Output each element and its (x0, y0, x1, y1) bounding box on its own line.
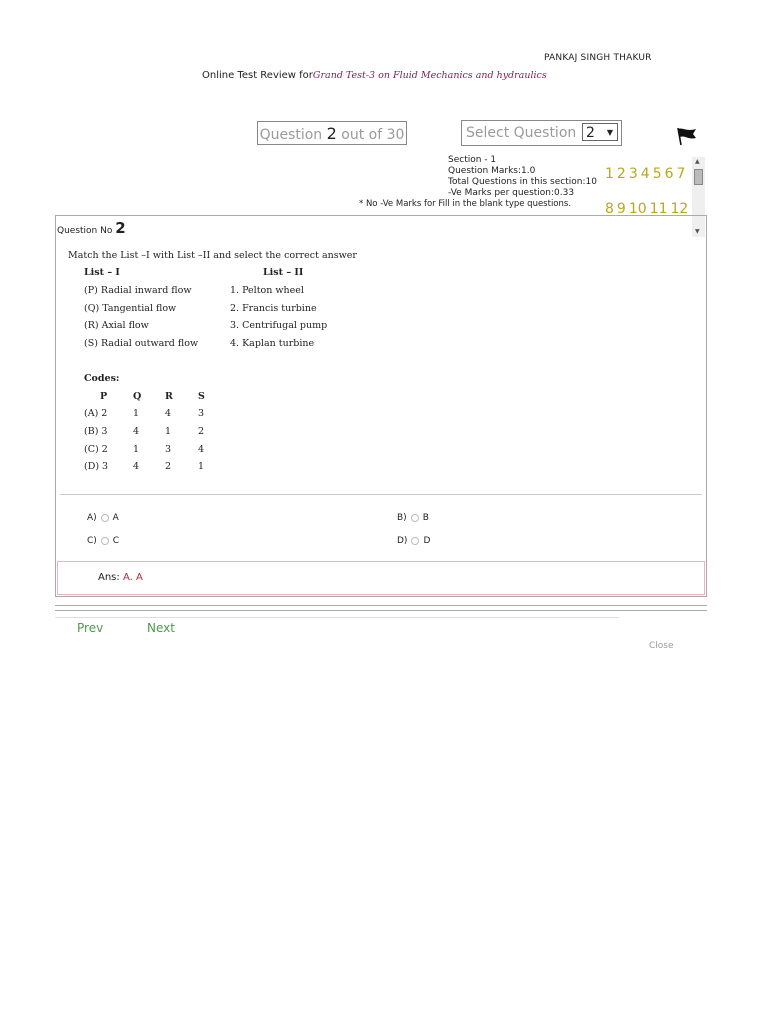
footer-divider (55, 605, 707, 606)
select-question-value: 2 (586, 125, 595, 141)
list1-item: (P) Radial inward flow (84, 285, 192, 296)
question-link[interactable]: 12 (670, 201, 689, 217)
code-cell: 1 (133, 444, 140, 455)
question-link[interactable]: 11 (649, 201, 668, 217)
code-cell: (A) 2 (84, 408, 108, 419)
question-link[interactable]: 6 (664, 166, 674, 182)
code-cell: (C) 2 (84, 444, 108, 455)
prev-button[interactable]: Prev (77, 621, 104, 635)
option-d-radio[interactable] (411, 537, 419, 545)
question-counter (257, 121, 407, 145)
question-link[interactable]: 1 (605, 166, 614, 182)
code-cell: 3 (165, 444, 172, 455)
question-link[interactable]: 7 (676, 166, 686, 182)
option-c-radio[interactable] (101, 537, 109, 545)
question-link[interactable]: 10 (628, 201, 647, 217)
nav-divider (55, 617, 619, 618)
test-name: Grand Test-3 on Fluid Mechanics and hydraulics (312, 70, 547, 81)
total-questions: Total Questions in this section:10 (448, 177, 597, 187)
code-header: P (100, 391, 108, 402)
list2-item: 1. Pelton wheel (230, 285, 304, 296)
answer (98, 572, 143, 583)
option-d[interactable] (397, 536, 430, 546)
question-divider (60, 494, 702, 495)
code-cell: 2 (198, 426, 205, 437)
review-prefix: Online Test Review for (202, 70, 313, 81)
question-number-label: Question No (57, 226, 113, 236)
list1-item: (Q) Tangential flow (84, 303, 177, 314)
question-text: Match the List –I with List –II and select the correct answer (68, 250, 357, 261)
scrollbar-thumb[interactable] (694, 169, 703, 185)
option-a[interactable] (87, 513, 119, 523)
list1-header: List – I (84, 267, 120, 278)
code-cell: 4 (133, 461, 140, 472)
list2-item: 3. Centrifugal pump (230, 320, 328, 331)
question-panel (55, 215, 707, 597)
list2-item: 2. Francis turbine (230, 303, 317, 314)
option-a-radio[interactable] (101, 514, 109, 522)
question-link[interactable]: 5 (652, 166, 662, 182)
code-header: S (198, 391, 205, 402)
question-navigator-row-1 (605, 166, 688, 182)
question-number-value: 2 (115, 219, 126, 237)
code-cell: 4 (198, 444, 205, 455)
option-b-text: B (422, 513, 429, 523)
review-title (202, 70, 547, 81)
negative-marks: -Ve Marks per question:0.33 (448, 188, 575, 198)
question-link[interactable]: 2 (616, 166, 626, 182)
option-d-label: D) (397, 536, 408, 546)
select-question-dropdown[interactable] (582, 123, 618, 141)
negative-marks-note: * No -Ve Marks for Fill in the blank type questions. (359, 199, 572, 209)
scroll-up-icon[interactable]: ▲ (695, 158, 700, 165)
codes-label: Codes: (84, 373, 120, 384)
scroll-down-icon[interactable]: ▼ (695, 228, 700, 235)
code-cell: 2 (165, 461, 172, 472)
question-link[interactable]: 3 (628, 166, 638, 182)
section-info (448, 155, 597, 199)
option-d-text: D (423, 536, 431, 546)
option-c-text: C (112, 536, 120, 546)
section-name: Section - 1 (448, 155, 497, 165)
next-button[interactable]: Next (147, 621, 175, 635)
code-cell: (D) 3 (84, 461, 109, 472)
question-link[interactable]: 9 (616, 201, 626, 217)
code-cell: 1 (198, 461, 205, 472)
answer-value: A. A (122, 572, 143, 583)
select-question-box (461, 120, 622, 146)
option-c-label: C) (87, 536, 97, 546)
option-b-radio[interactable] (411, 514, 419, 522)
code-header: R (165, 391, 173, 402)
option-c[interactable] (87, 536, 119, 546)
list1-item: (S) Radial outward flow (84, 338, 199, 349)
option-b-label: B) (397, 513, 407, 523)
question-link[interactable]: 4 (640, 166, 650, 182)
close-button[interactable]: Close (649, 641, 674, 651)
flag-icon[interactable] (676, 126, 696, 146)
chevron-down-icon: ▼ (606, 128, 613, 137)
list2-item: 4. Kaplan turbine (230, 338, 315, 349)
question-number (57, 219, 126, 237)
answer-label: Ans: (98, 572, 120, 583)
list2-header: List – II (263, 267, 304, 278)
code-header: Q (133, 391, 142, 402)
question-counter-number: 2 (326, 124, 337, 143)
question-link[interactable]: 8 (605, 201, 614, 217)
code-cell: (B) 3 (84, 426, 108, 437)
option-b[interactable] (397, 513, 429, 523)
code-cell: 1 (165, 426, 172, 437)
answer-box (57, 561, 705, 595)
question-marks: Question Marks:1.0 (448, 166, 536, 176)
code-cell: 4 (165, 408, 172, 419)
option-a-label: A) (87, 513, 97, 523)
list1-item: (R) Axial flow (84, 320, 149, 331)
code-cell: 4 (133, 426, 140, 437)
code-cell: 1 (133, 408, 140, 419)
question-counter-label: Question (259, 127, 323, 143)
username: PANKAJ SINGH THAKUR (544, 53, 652, 63)
footer-divider (55, 610, 707, 611)
code-cell: 3 (198, 408, 205, 419)
question-counter-total: out of 30 (341, 127, 405, 143)
option-a-text: A (112, 513, 119, 523)
select-question-label: Select Question (466, 125, 577, 141)
